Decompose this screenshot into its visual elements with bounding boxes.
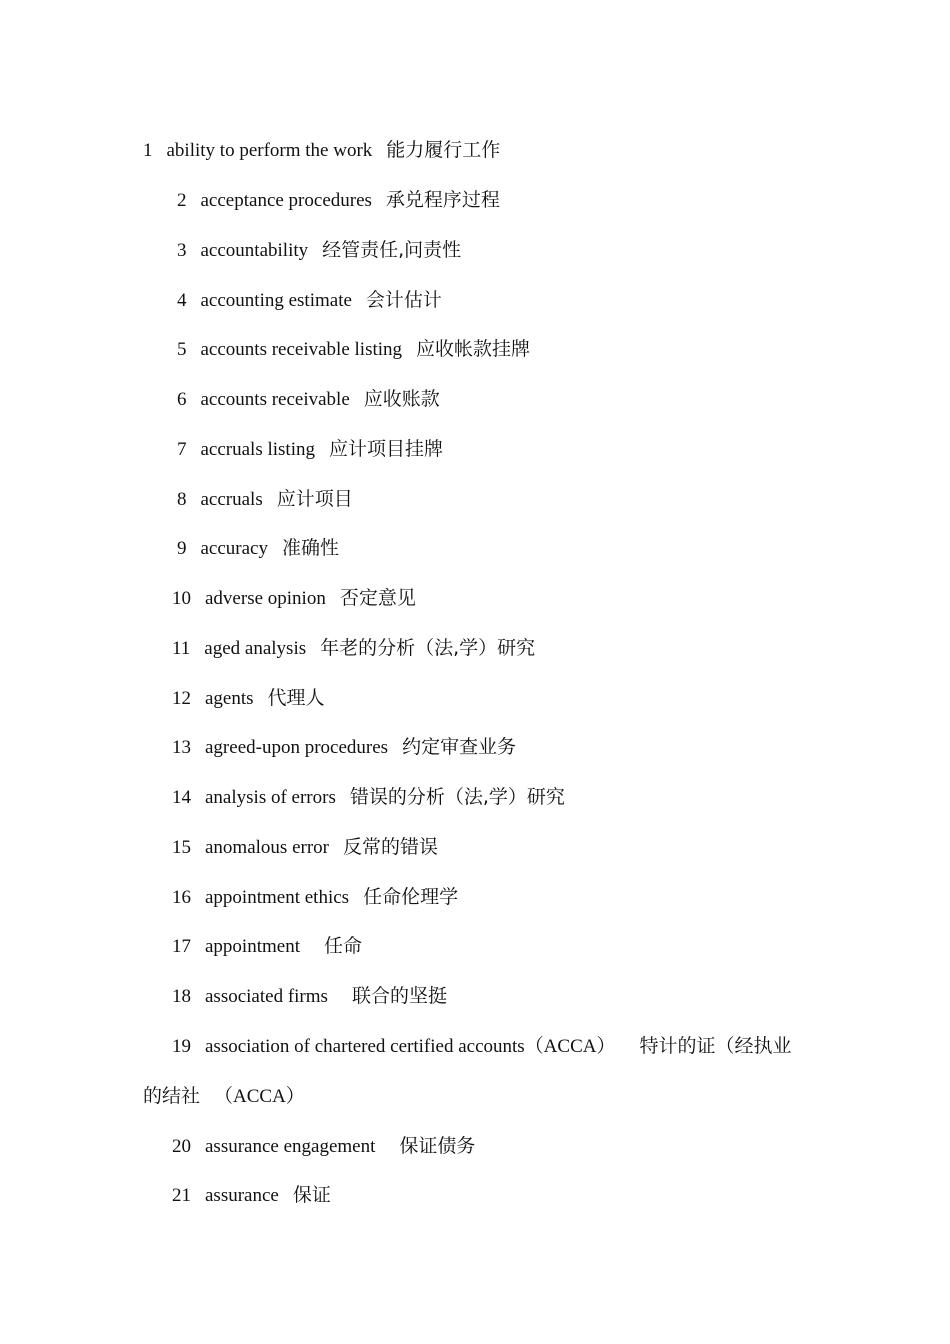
list-item (172, 785, 565, 810)
list-item (177, 536, 339, 561)
list-item (177, 437, 443, 462)
item-number: 12 (172, 688, 191, 709)
list-item (172, 885, 458, 910)
item-term: agreed-upon procedures (205, 737, 389, 758)
item-translation: 任命 (323, 935, 362, 957)
item-number: 18 (172, 986, 191, 1007)
list-item (177, 337, 530, 362)
item-number: 13 (172, 737, 191, 758)
item-term: association of chartered certified accounts（ACCA） (205, 1036, 616, 1057)
item-term: accounts receivable (200, 389, 350, 410)
item-translation: 否定意见 (339, 587, 416, 609)
list-item-continuation (143, 1084, 305, 1109)
list-item (177, 238, 461, 263)
list-item (172, 586, 416, 611)
item-term: assurance engagement (205, 1136, 376, 1157)
item-translation: 错误的分析（法,学）研究 (349, 786, 565, 808)
item-number: 4 (177, 290, 187, 311)
list-item (143, 138, 500, 163)
item-number: 14 (172, 787, 191, 808)
item-translation: 承兑程序过程 (385, 189, 500, 211)
item-translation: 应计项目挂牌 (329, 438, 444, 460)
item-number: 8 (177, 489, 187, 510)
item-term: ability to perform the work (166, 140, 373, 161)
list-item (172, 835, 438, 860)
list-item (172, 984, 447, 1009)
item-term: associated firms (205, 986, 328, 1007)
item-term: accruals (200, 489, 263, 510)
item-term: anomalous error (205, 837, 329, 858)
item-number: 20 (172, 1136, 191, 1157)
item-translation: 应收帐款挂牌 (416, 338, 531, 360)
list-item (177, 387, 440, 412)
item-number: 16 (172, 887, 191, 908)
item-number: 10 (172, 588, 191, 609)
list-item (177, 487, 353, 512)
item-number: 2 (177, 190, 187, 211)
item-translation: 年老的分析（法,学）研究 (320, 637, 536, 659)
item-term: appointment (205, 936, 300, 957)
list-item (177, 188, 500, 213)
item-number: 5 (177, 339, 187, 360)
item-term: assurance (205, 1185, 279, 1206)
item-translation: 特计的证（经执业 (639, 1035, 792, 1057)
item-translation: 保证 (292, 1184, 331, 1206)
item-term-continuation: （ACCA） (214, 1086, 305, 1107)
item-translation-continuation: 的结社 (143, 1085, 201, 1107)
item-term: analysis of errors (205, 787, 336, 808)
item-translation: 能力履行工作 (386, 139, 501, 161)
item-translation: 反常的错误 (342, 836, 438, 858)
item-term: acceptance procedures (200, 190, 372, 211)
list-item (172, 686, 325, 711)
item-term: adverse opinion (205, 588, 326, 609)
item-translation: 经管责任,问责性 (322, 239, 462, 261)
item-translation: 会计估计 (365, 289, 442, 311)
item-number: 9 (177, 538, 187, 559)
item-term: accounts receivable listing (200, 339, 403, 360)
item-translation: 保证债务 (399, 1135, 476, 1157)
item-number: 15 (172, 837, 191, 858)
item-term: aged analysis (204, 638, 307, 659)
item-term: accounting estimate (200, 290, 352, 311)
item-number: 6 (177, 389, 187, 410)
item-translation: 应收账款 (363, 388, 440, 410)
list-item (172, 1134, 475, 1159)
item-translation: 任命伦理学 (363, 886, 459, 908)
item-translation: 代理人 (267, 687, 325, 709)
item-term: accruals listing (200, 439, 315, 460)
item-translation: 联合的坚挺 (351, 985, 447, 1007)
item-number: 11 (172, 638, 191, 659)
item-number: 21 (172, 1185, 191, 1206)
item-number: 3 (177, 240, 187, 261)
item-translation: 应计项目 (276, 488, 353, 510)
list-item (172, 735, 516, 760)
list-item (172, 1183, 331, 1208)
list-item (177, 288, 442, 313)
item-number: 7 (177, 439, 187, 460)
list-item (172, 1034, 791, 1059)
list-item (172, 636, 535, 661)
item-number: 19 (172, 1036, 191, 1057)
item-translation: 准确性 (282, 537, 340, 559)
item-term: agents (205, 688, 254, 709)
item-translation: 约定审查业务 (402, 736, 517, 758)
item-term: accuracy (200, 538, 268, 559)
item-number: 1 (143, 140, 153, 161)
item-term: accountability (200, 240, 309, 261)
item-term: appointment ethics (205, 887, 350, 908)
item-number: 17 (172, 936, 191, 957)
list-item (172, 934, 362, 959)
